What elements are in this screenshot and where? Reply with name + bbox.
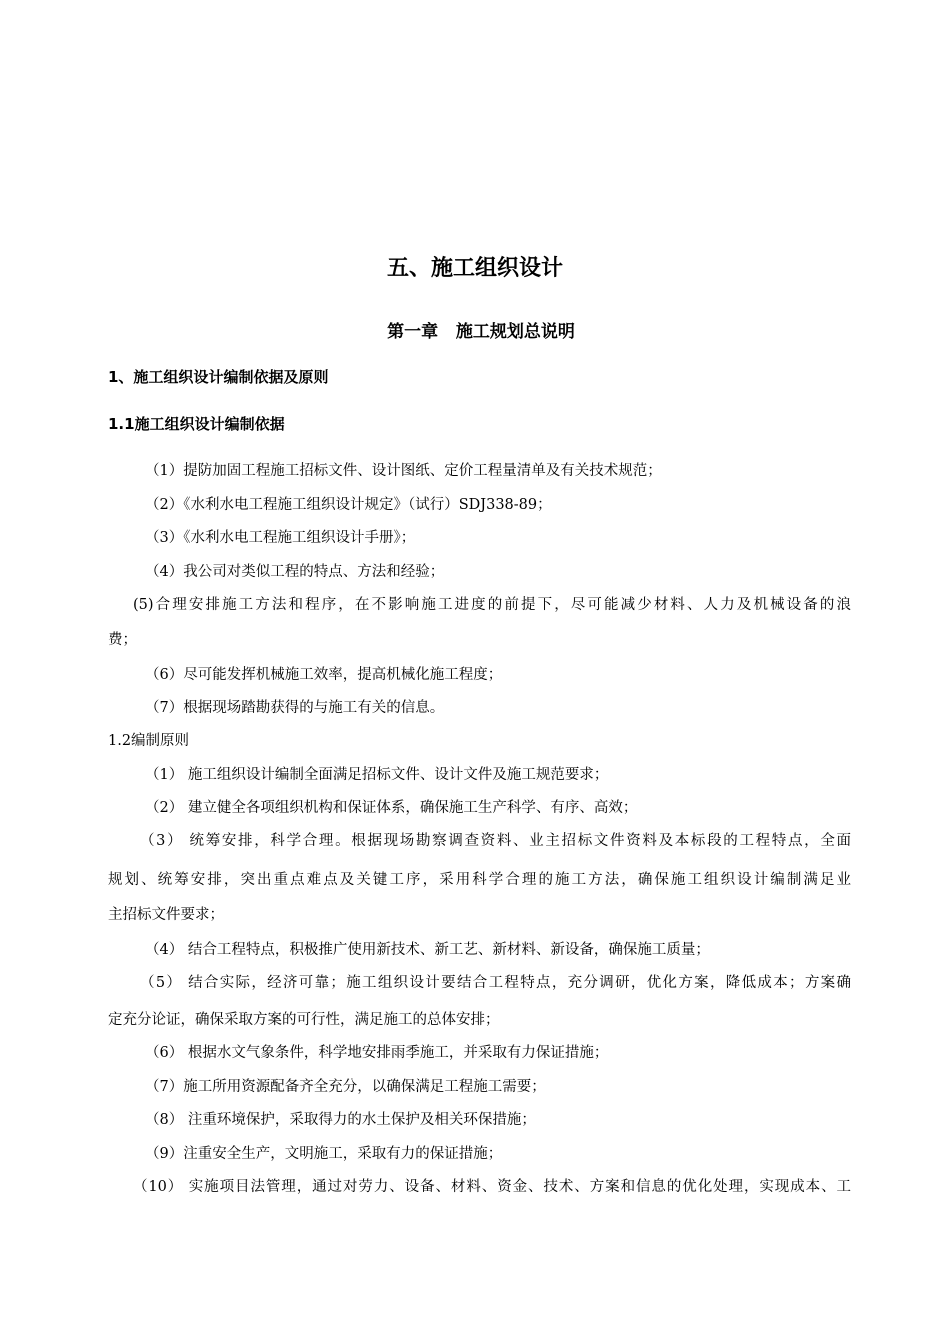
principle-item-5-cont: 定充分论证，确保采取方案的可行性，满足施工的总体安排； [108, 1012, 500, 1028]
section-heading: 1、施工组织设计编制依据及原则 [108, 368, 329, 386]
principle-item-3-cont-2: 主招标文件要求； [108, 907, 224, 923]
basis-item-6: （6）尽可能发挥机械施工效率，提高机械化施工程度； [145, 667, 503, 683]
principle-item-3: （3） 统筹安排，科学合理。根据现场勘察调查资料、业主招标文件资料及本标段的工程特点，全面 [140, 833, 851, 849]
principle-item-8: （8） 注重环境保护，采取得力的水土保护及相关环保措施； [145, 1112, 536, 1128]
principles-heading: 1.2编制原则 [108, 733, 190, 749]
principle-item-4: （4） 结合工程特点，积极推广使用新技术、新工艺、新材料、新设备，确保施工质量； [145, 942, 710, 958]
principle-item-5: （5） 结合实际，经济可靠；施工组织设计要结合工程特点，充分调研，优化方案，降低成本；方案确 [140, 975, 851, 991]
basis-item-5-cont: 费； [108, 632, 137, 648]
basis-item-7: （7）根据现场踏勘获得的与施工有关的信息。 [145, 700, 445, 716]
principle-item-6: （6） 根据水文气象条件，科学地安排雨季施工，并采取有力保证措施； [145, 1045, 609, 1061]
basis-item-3: （3）《水利水电工程施工组织设计手册》； [145, 530, 416, 546]
subsection-heading: 1.1施工组织设计编制依据 [108, 415, 285, 433]
principle-item-7: （7）施工所用资源配备齐全充分，以确保满足工程施工需要； [145, 1079, 546, 1095]
chapter-heading: 第一章 施工规划总说明 [387, 322, 575, 342]
basis-item-1: （1）提防加固工程施工招标文件、设计图纸、定价工程量清单及有关技术规范； [145, 463, 662, 479]
basis-item-5: (5)合理安排施工方法和程序，在不影响施工进度的前提下，尽可能减少材料、人力及机械设备的浪 [133, 597, 851, 613]
principle-item-1: （1） 施工组织设计编制全面满足招标文件、设计文件及施工规范要求； [145, 767, 609, 783]
basis-item-2: （2）《水利水电工程施工组织设计规定》（试行）SDJ338-89； [145, 497, 552, 513]
basis-item-4: （4）我公司对类似工程的特点、方法和经验； [145, 564, 445, 580]
principle-item-9: （9）注重安全生产，文明施工，采取有力的保证措施； [145, 1146, 503, 1162]
document-title: 五、施工组织设计 [386, 256, 563, 281]
principle-item-3-cont-1: 规划、统筹安排，突出重点难点及关键工序，采用科学合理的施工方法，确保施工组织设计编制满足业 [108, 872, 851, 888]
principle-item-10: （10） 实施项目法管理，通过对劳力、设备、材料、资金、技术、方案和信息的优化处理，实现成本、工 [133, 1179, 851, 1195]
principle-item-2: （2） 建立健全各项组织机构和保证体系，确保施工生产科学、有序、高效； [145, 800, 638, 816]
